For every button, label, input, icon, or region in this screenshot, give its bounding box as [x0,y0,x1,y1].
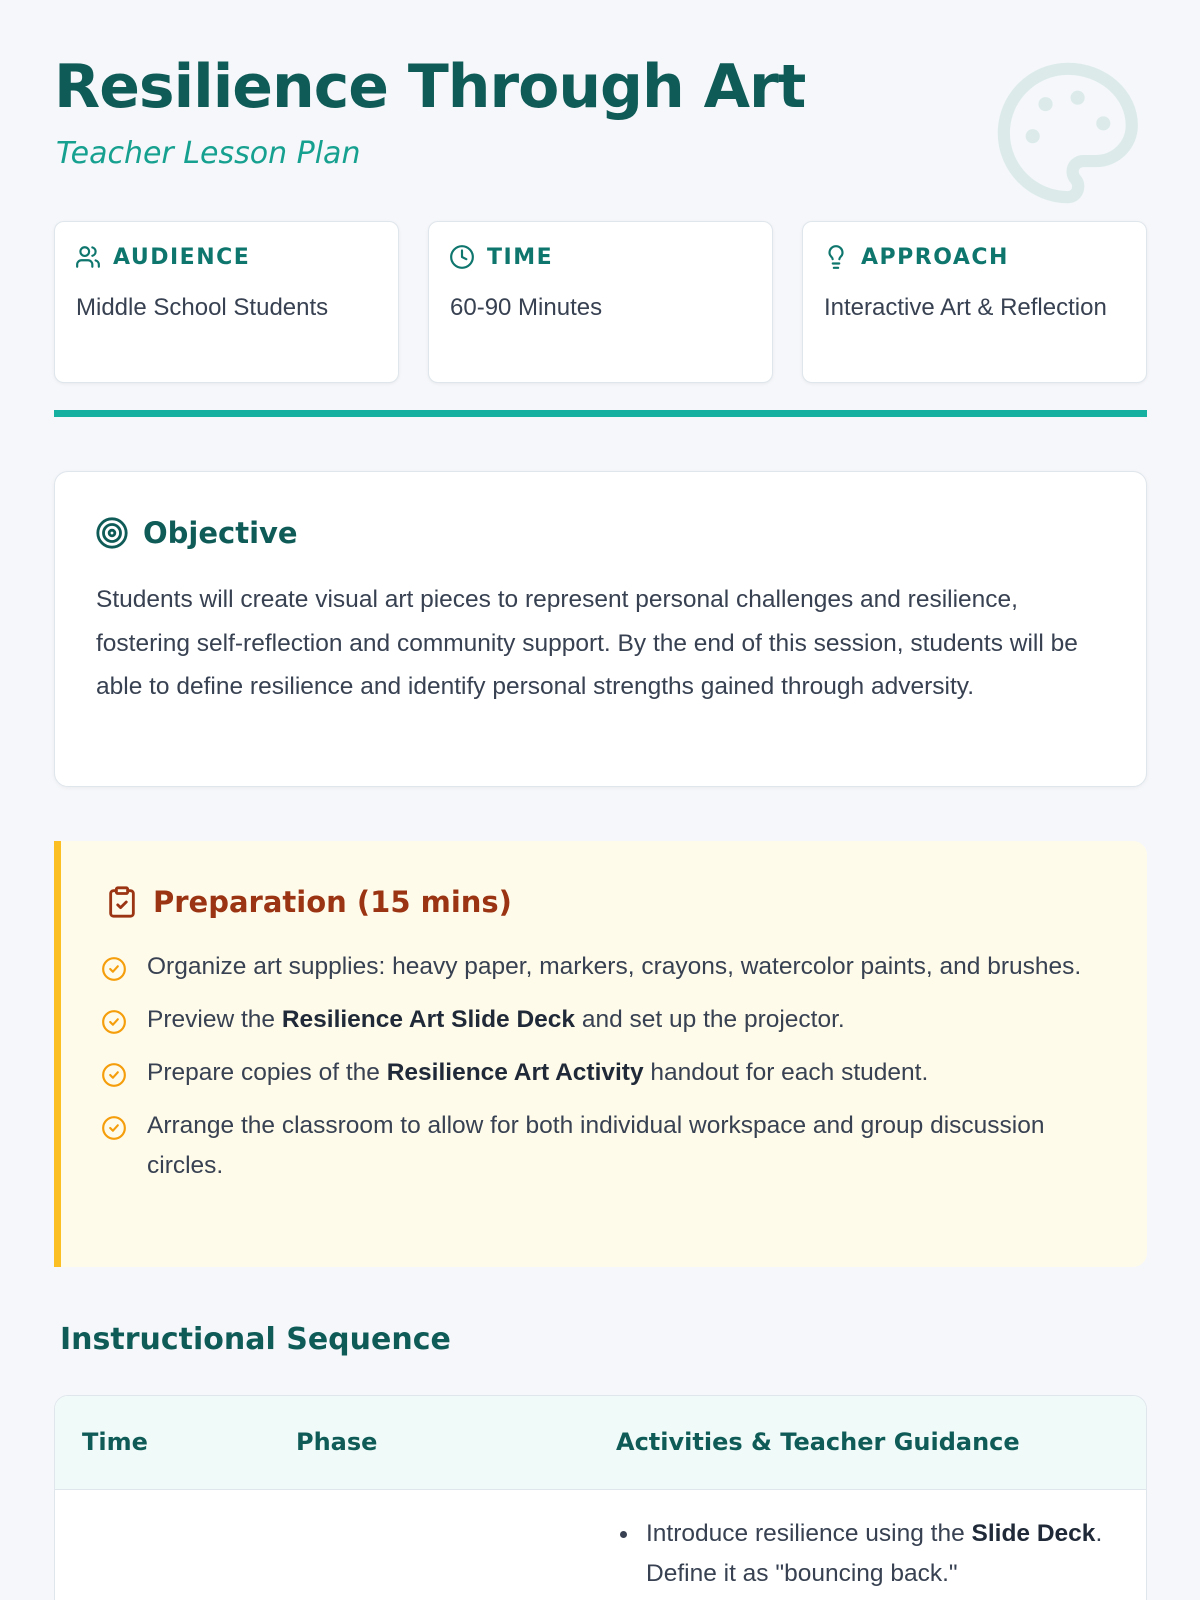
page-subtitle: Teacher Lesson Plan [56,136,361,171]
preparation-card [54,841,1147,1267]
approach-value: Interactive Art & Reflection [824,294,1107,321]
column-header-phase: Phase [296,1428,378,1456]
lightbulb-icon [823,244,849,270]
sequence-heading: Instructional Sequence [60,1322,451,1357]
lesson-plan-page [54,0,1147,1600]
section-divider [54,410,1147,417]
page-title: Resilience Through Art [54,52,806,122]
list-item: Arrange the classroom to allow for both individual workspace and group discussion circles. [101,1106,1101,1186]
clock-icon [449,244,475,270]
preparation-list [101,947,1101,1199]
check-circle-icon [101,1009,127,1035]
list-item: Introduce resilience using the Slide Deck. Define it as "bouncing back." [614,1514,1114,1594]
table-header [55,1396,1146,1490]
list-item: Organize art supplies: heavy paper, markers, crayons, watercolor paints, and brushes. [101,947,1101,987]
column-header-activities: Activities & Teacher Guidance [616,1428,1020,1456]
check-circle-icon [101,1115,127,1141]
approach-card [802,221,1147,383]
list-item: Prepare copies of the Resilience Art Activity handout for each student. [101,1053,1101,1093]
objective-text: Students will create visual art pieces to represent personal challenges and resilience, fostering self-reflection and community support. By the end of this session, students will be able to define resilience and identify personal strengths gained through adversity. [96,586,1078,700]
audience-card [54,221,399,383]
preparation-heading: Preparation (15 mins) [153,885,512,919]
check-circle-icon [101,956,127,982]
audience-label: AUDIENCE [113,244,251,270]
table-row [614,1514,1114,1594]
audience-value: Middle School Students [76,294,329,321]
target-icon [95,516,129,550]
column-header-time: Time [82,1428,148,1456]
time-value: 60-90 Minutes [450,294,603,321]
sequence-table [54,1395,1147,1600]
list-item: Preview the Resilience Art Slide Deck and set up the projector. [101,1000,1101,1040]
check-circle-icon [101,1062,127,1088]
objective-card [54,471,1147,787]
users-icon [75,244,101,270]
clipboard-check-icon [105,885,139,919]
objective-heading: Objective [143,516,298,550]
time-card [428,221,773,383]
approach-label: APPROACH [861,244,1009,270]
time-label: TIME [487,244,554,270]
palette-icon [991,56,1145,210]
